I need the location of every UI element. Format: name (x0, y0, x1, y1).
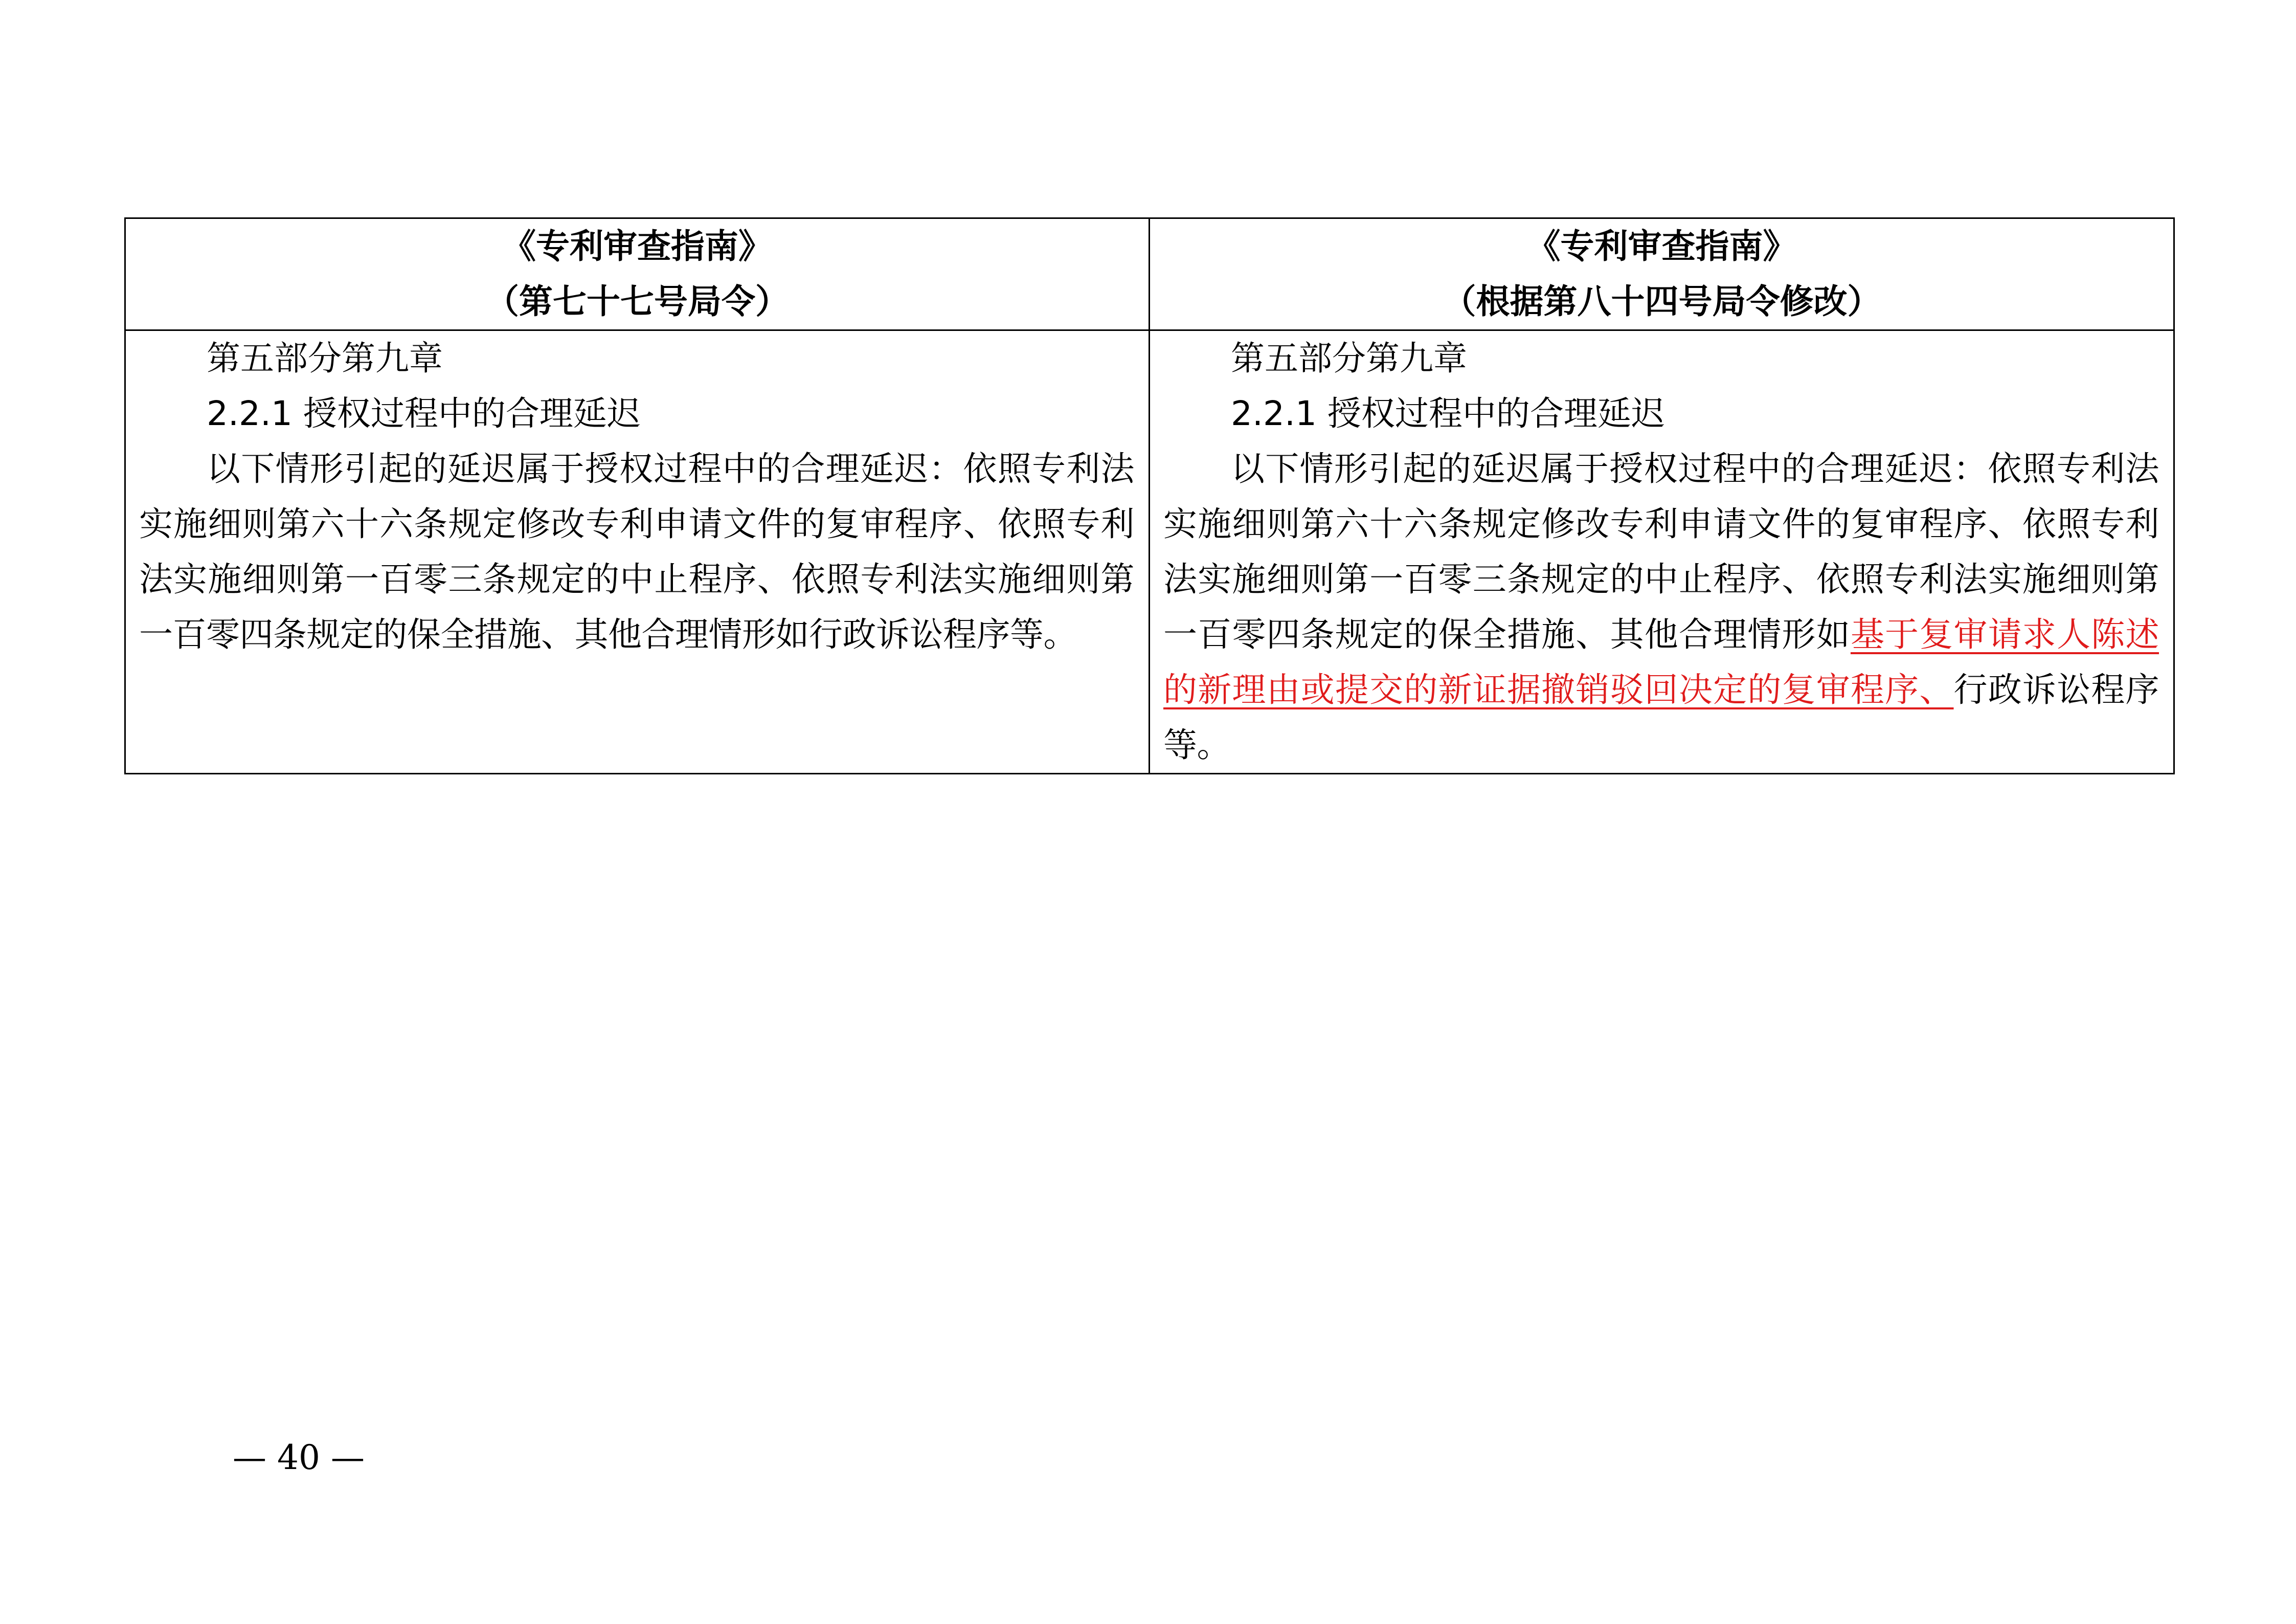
page-number: — 40 — (233, 1438, 365, 1477)
left-subsection-heading: 2.2.1 授权过程中的合理延迟 (207, 394, 641, 433)
left-column-body (125, 330, 1150, 774)
left-header-subtitle: （第七十七号局令） (485, 282, 789, 321)
right-subsection-heading: 2.2.1 授权过程中的合理延迟 (1231, 394, 1665, 433)
right-section-title: 第五部分第九章 (1231, 339, 1467, 378)
right-paragraph (1163, 441, 2159, 773)
right-column-body (1150, 330, 2174, 774)
right-paragraph-unchanged-end: 行政诉讼程序等。 (1163, 670, 2159, 765)
right-column-header (1150, 218, 2174, 330)
right-paragraph-added-text: 基于复审请求人陈述的新理由或提交的新证据撤销驳回决定的复审程序、 (1163, 615, 2159, 709)
left-header-title: 《专利审查指南》 (502, 227, 772, 266)
left-section-title: 第五部分第九章 (207, 339, 443, 378)
table-header-row (125, 218, 2174, 330)
right-paragraph-unchanged-start: 以下情形引起的延迟属于授权过程中的合理延迟：依照专利法实施细则第六十六条规定修改专利申请文件的复审程序、依照专利法实施细则第一百零三条规定的中止程序、依照专利法实施细则第一百零四条规定的保全措施、其他合理情形如 (1163, 449, 2159, 654)
table-body-row (125, 330, 2174, 774)
right-header-subtitle: （根据第八十四号局令修改） (1442, 282, 1881, 321)
left-column-header (125, 218, 1150, 330)
comparison-table (124, 217, 2175, 774)
right-header-title: 《专利审查指南》 (1526, 227, 1797, 266)
left-paragraph: 以下情形引起的延迟属于授权过程中的合理延迟：依照专利法实施细则第六十六条规定修改专利申请文件的复审程序、依照专利法实施细则第一百零三条规定的中止程序、依照专利法实施细则第一百零四条规定的保全措施、其他合理情形如行政诉讼程序等。 (139, 449, 1134, 654)
